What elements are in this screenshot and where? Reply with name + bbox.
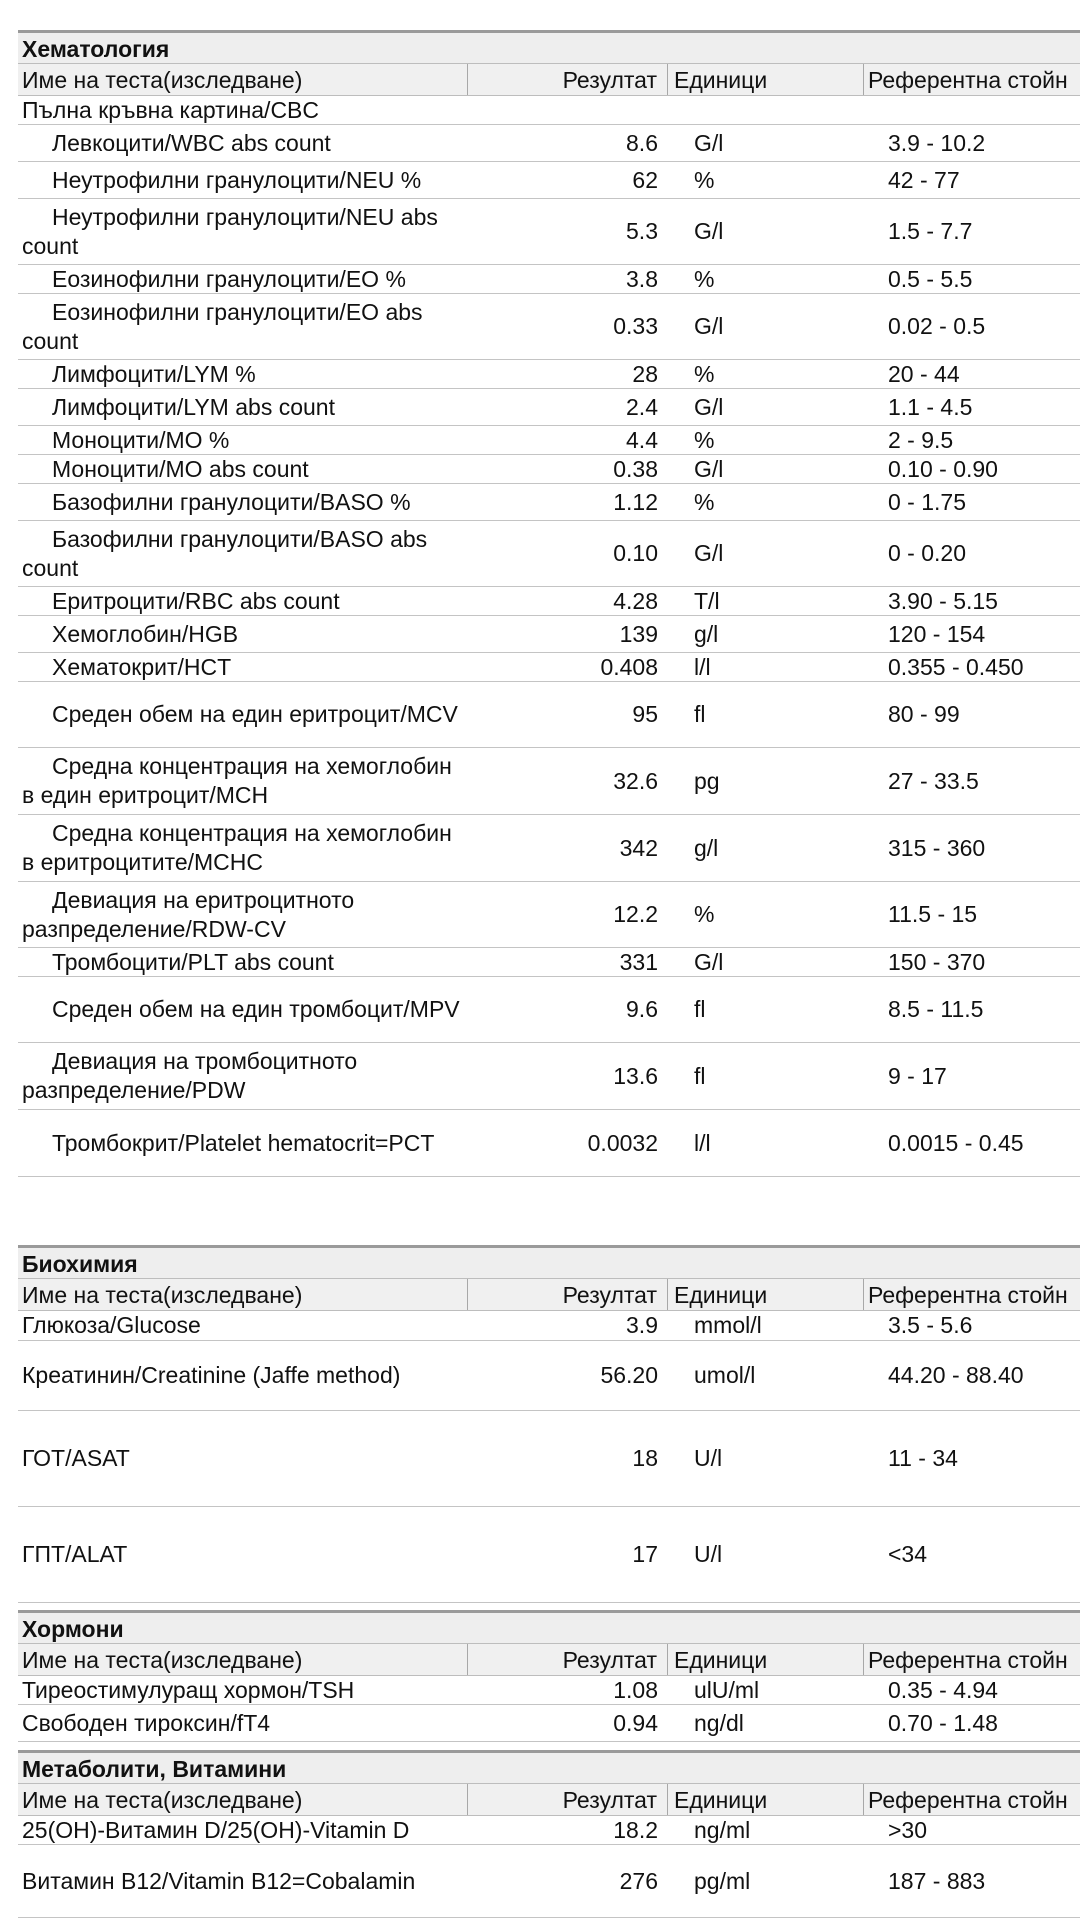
test-name	[18, 162, 468, 198]
test-name	[18, 125, 468, 161]
table-row	[18, 125, 1080, 162]
test-name	[18, 616, 468, 652]
test-reference: 0 - 0.20	[888, 540, 966, 566]
name-column-header: Име на теста(изследване)	[18, 1784, 468, 1815]
test-units: l/l	[694, 1129, 711, 1156]
table-row	[18, 1705, 1080, 1742]
test-name-text: Девиация на еритроцитното разпределение/RDW-CV	[22, 886, 355, 942]
name-column-header: Име на теста(изследване)	[18, 1279, 468, 1310]
test-reference: 3.90 - 5.15	[888, 587, 998, 614]
test-reference: 0.35 - 4.94	[888, 1676, 998, 1703]
test-reference: 8.5 - 11.5	[888, 996, 984, 1022]
test-reference: 27 - 33.5	[888, 767, 979, 794]
test-name-text: ГОТ/ASAT	[22, 1445, 130, 1471]
test-reference: 42 - 77	[888, 166, 960, 193]
test-result: 95	[632, 701, 658, 727]
test-name-text: Лимфоцити/LYM %	[52, 360, 256, 387]
test-units: G/l	[694, 540, 724, 566]
test-name-text: Хематокрит/HCT	[52, 653, 232, 680]
table-header	[18, 1783, 1080, 1816]
table-row	[18, 1110, 1080, 1177]
test-result: 32.6	[613, 767, 658, 794]
table-row	[18, 882, 1080, 948]
test-reference: 120 - 154	[888, 620, 986, 647]
test-units: umol/l	[694, 1362, 756, 1388]
test-result: 1.12	[613, 488, 658, 515]
test-name	[18, 265, 468, 293]
test-reference: 187 - 883	[888, 1867, 986, 1894]
test-units: U/l	[694, 1541, 723, 1567]
test-name	[18, 653, 468, 681]
test-name	[18, 1676, 468, 1704]
test-name-text: Девиация на тромбоцитното разпределение/PDW	[22, 1048, 358, 1103]
result-column-header: Резултат	[468, 64, 668, 95]
test-name	[18, 1110, 468, 1176]
test-units: %	[694, 488, 715, 515]
test-name-text: Базофилни гранулоцити/BASO %	[52, 488, 411, 515]
test-name	[18, 360, 468, 388]
units-column-header: Единици	[668, 1784, 864, 1815]
table-row	[18, 360, 1080, 389]
test-result: 62	[632, 166, 658, 193]
test-name-text: Неутрофилни гранулоцити/NEU %	[52, 166, 422, 193]
test-result: 0.38	[613, 455, 658, 482]
test-reference: >30	[888, 1816, 928, 1843]
hematology-section	[18, 30, 1080, 1177]
test-units: %	[694, 265, 715, 292]
table-row	[18, 1043, 1080, 1110]
test-result: 139	[619, 620, 658, 647]
units-column-header: Единици	[668, 1644, 864, 1675]
test-result: 9.6	[626, 996, 658, 1022]
test-reference: 3.5 - 5.6	[888, 1312, 973, 1338]
test-reference: <34	[888, 1541, 928, 1567]
test-name-text: Еозинофилни гранулоцити/EO %	[52, 265, 406, 292]
test-name	[18, 389, 468, 425]
table-row	[18, 682, 1080, 748]
test-units: %	[694, 166, 715, 193]
test-units: ng/ml	[694, 1816, 751, 1843]
section-title: Метаболити, Витамини	[18, 1753, 1080, 1783]
test-units: ulU/ml	[694, 1676, 760, 1703]
test-result: 1.08	[613, 1676, 658, 1703]
test-units: %	[694, 426, 715, 453]
table-row	[18, 653, 1080, 682]
test-name	[18, 455, 468, 483]
test-units: pg/ml	[694, 1867, 751, 1894]
test-reference: 1.5 - 7.7	[888, 218, 973, 244]
reference-column-header: Референтна стойн	[868, 1647, 1068, 1673]
table-header	[18, 63, 1080, 96]
table-row	[18, 977, 1080, 1043]
section-title: Биохимия	[18, 1248, 1080, 1278]
test-name-text: Тромбоцити/PLT abs count	[52, 948, 334, 975]
table-row	[18, 1411, 1080, 1507]
test-result: 4.28	[613, 587, 658, 614]
test-name-text: Моноцити/MO abs count	[52, 455, 309, 482]
units-column-header: Единици	[668, 64, 864, 95]
test-name-text: Средна концентрация на хемоглобин в еритроцитите/MCHC	[22, 820, 452, 875]
test-result: 2.4	[626, 393, 658, 420]
result-column-header: Резултат	[468, 1644, 668, 1675]
table-row	[18, 521, 1080, 587]
reference-column-header: Референтна стойн	[868, 1787, 1068, 1813]
test-reference: 0.10 - 0.90	[888, 455, 998, 482]
test-name-text: Глюкоза/Glucose	[22, 1312, 201, 1338]
section-title: Хематология	[18, 33, 1080, 63]
units-column-header: Единици	[668, 1279, 864, 1310]
test-name-text: Тромбокрит/Platelet hematocrit=PCT	[52, 1129, 435, 1156]
test-units: fl	[694, 701, 706, 727]
test-name	[18, 1411, 468, 1506]
metabolites-section	[18, 1750, 1080, 1918]
test-name	[18, 1507, 468, 1602]
test-result: 5.3	[626, 218, 658, 244]
table-header	[18, 1278, 1080, 1311]
test-name	[18, 948, 468, 976]
test-reference: 1.1 - 4.5	[888, 393, 973, 420]
test-name-text: 25(OH)-Витамин D/25(OH)-Vitamin D	[22, 1816, 410, 1843]
test-reference: 20 - 44	[888, 360, 960, 387]
test-reference: 44.20 - 88.40	[888, 1362, 1024, 1388]
test-result: 3.9	[626, 1312, 658, 1338]
test-name-text: Хемоглобин/HGB	[52, 620, 239, 647]
name-column-header: Име на теста(изследване)	[18, 1644, 468, 1675]
test-units: G/l	[694, 129, 724, 156]
test-result: 18	[632, 1445, 658, 1471]
table-row	[18, 616, 1080, 653]
test-result: 18.2	[613, 1816, 658, 1843]
test-reference: 3.9 - 10.2	[888, 129, 986, 156]
table-row	[18, 748, 1080, 815]
test-reference: 0.0015 - 0.45	[888, 1129, 1024, 1156]
group-row	[18, 96, 1080, 125]
test-reference: 80 - 99	[888, 701, 960, 727]
test-result: 0.0032	[587, 1129, 658, 1156]
reference-column-header: Референтна стойн	[868, 67, 1068, 93]
test-reference: 315 - 360	[888, 834, 986, 861]
test-result: 3.8	[626, 265, 658, 292]
section-title: Хормони	[18, 1613, 1080, 1643]
reference-column-header: Референтна стойн	[868, 1282, 1068, 1308]
test-name	[18, 1341, 468, 1410]
test-name-text: Левкоцити/WBC abs count	[52, 129, 331, 156]
test-name	[18, 815, 468, 881]
test-units: G/l	[694, 948, 724, 975]
table-row	[18, 1816, 1080, 1845]
test-name	[18, 199, 468, 264]
table-row	[18, 294, 1080, 360]
test-units: fl	[694, 996, 706, 1022]
test-name	[18, 1705, 468, 1741]
table-row	[18, 948, 1080, 977]
test-name-text: Свободен тироксин/fT4	[22, 1709, 271, 1736]
test-units: fl	[694, 1062, 706, 1089]
test-result: 331	[619, 948, 658, 975]
test-name	[18, 484, 468, 520]
test-units: U/l	[694, 1445, 723, 1471]
test-result: 56.20	[600, 1362, 658, 1388]
table-row	[18, 1676, 1080, 1705]
table-row	[18, 1311, 1080, 1341]
test-units: G/l	[694, 393, 724, 420]
test-units: pg	[694, 767, 720, 794]
test-reference: 0.355 - 0.450	[888, 653, 1024, 680]
test-name	[18, 426, 468, 454]
test-name-text: Еритроцити/RBC abs count	[52, 587, 340, 614]
test-result: 276	[619, 1867, 658, 1894]
test-name-text: Еозинофилни гранулоцити/EO abs count	[22, 298, 423, 354]
test-name-text: Базофилни гранулоцити/BASO abs count	[22, 525, 428, 581]
test-result: 28	[632, 360, 658, 387]
test-result: 342	[619, 834, 658, 861]
test-units: g/l	[694, 620, 719, 647]
table-row	[18, 162, 1080, 199]
table-row	[18, 484, 1080, 521]
test-result: 13.6	[613, 1062, 658, 1089]
test-name	[18, 1311, 468, 1340]
table-row	[18, 815, 1080, 882]
test-units: G/l	[694, 455, 724, 482]
table-row	[18, 1341, 1080, 1411]
test-name	[18, 977, 468, 1042]
test-units: G/l	[694, 218, 724, 244]
test-reference: 0.02 - 0.5	[888, 313, 986, 339]
test-name	[18, 1816, 468, 1844]
test-units: g/l	[694, 834, 719, 861]
result-column-header: Резултат	[468, 1279, 668, 1310]
test-units: mmol/l	[694, 1312, 762, 1338]
test-result: 0.33	[613, 313, 658, 339]
test-name-text: Неутрофилни гранулоцити/NEU abs count	[22, 203, 438, 259]
test-reference: 0.70 - 1.48	[888, 1709, 998, 1736]
biochemistry-section	[18, 1245, 1080, 1603]
test-units: %	[694, 360, 715, 387]
test-reference: 9 - 17	[888, 1062, 947, 1089]
test-units: T/l	[694, 587, 720, 614]
test-name-text: Витамин B12/Vitamin B12=Cobalamin	[22, 1867, 416, 1894]
test-units: G/l	[694, 313, 724, 339]
test-reference: 11.5 - 15	[888, 901, 978, 927]
test-reference: 0.5 - 5.5	[888, 265, 973, 292]
test-name	[18, 587, 468, 615]
name-column-header: Име на теста(изследване)	[18, 64, 468, 95]
test-name-text: Средна концентрация на хемоглобин в един еритроцит/MCH	[22, 753, 452, 808]
table-row	[18, 587, 1080, 616]
test-name	[18, 882, 468, 947]
test-reference: 11 - 34	[888, 1445, 958, 1471]
test-result: 8.6	[626, 129, 658, 156]
test-units: l/l	[694, 653, 711, 680]
test-name-text: Лимфоцити/LYM abs count	[52, 393, 335, 420]
test-name-text: Среден обем на един тромбоцит/MPV	[52, 996, 460, 1022]
test-reference: 0 - 1.75	[888, 488, 966, 515]
table-row	[18, 389, 1080, 426]
test-name	[18, 682, 468, 747]
test-result: 0.408	[600, 653, 658, 680]
test-result: 0.94	[613, 1709, 658, 1736]
hormones-section	[18, 1610, 1080, 1742]
test-result: 17	[632, 1541, 658, 1567]
test-name	[18, 748, 468, 814]
table-row	[18, 1845, 1080, 1918]
test-reference: 2 - 9.5	[888, 426, 954, 453]
table-row	[18, 426, 1080, 455]
test-units: %	[694, 901, 715, 927]
table-row	[18, 199, 1080, 265]
test-result: 0.10	[613, 540, 658, 566]
test-name-text: Тиреостимулуращ хормон/TSH	[22, 1676, 355, 1703]
test-name	[18, 1845, 468, 1917]
test-result: 12.2	[613, 901, 658, 927]
table-row	[18, 455, 1080, 484]
group-label: Пълна кръвна картина/CBC	[22, 96, 320, 123]
test-name-text: Среден обем на един еритроцит/MCV	[52, 701, 458, 727]
table-row	[18, 265, 1080, 294]
test-result: 4.4	[626, 426, 658, 453]
test-name	[18, 294, 468, 359]
table-header	[18, 1643, 1080, 1676]
test-name-text: Моноцити/MO %	[52, 426, 230, 453]
test-name	[18, 521, 468, 586]
test-name	[18, 1043, 468, 1109]
table-row	[18, 1507, 1080, 1603]
result-column-header: Резултат	[468, 1784, 668, 1815]
test-name-text: Креатинин/Creatinine (Jaffe method)	[22, 1362, 401, 1388]
test-units: ng/dl	[694, 1709, 744, 1736]
test-reference: 150 - 370	[888, 948, 986, 975]
test-name-text: ГПТ/ALAT	[22, 1541, 128, 1567]
